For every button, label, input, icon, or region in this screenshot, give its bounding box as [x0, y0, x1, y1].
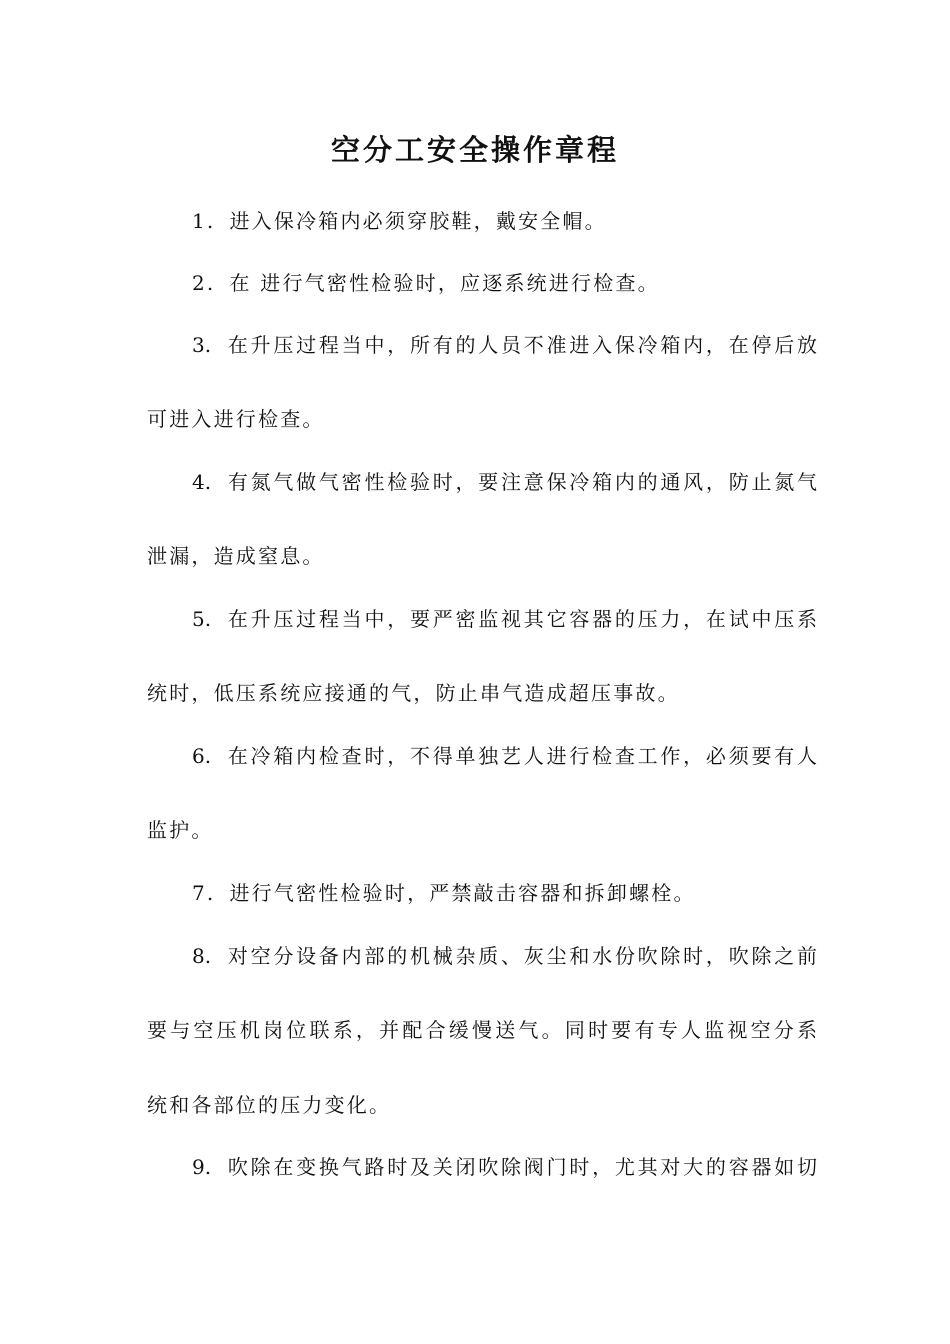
item-4-line-1 — [192, 467, 817, 497]
item-1-line-1 — [192, 206, 817, 236]
item-3-line-1 — [192, 330, 817, 360]
item-5-line-2: 统时，低压系统应接通的气，防止串气造成超压事故。 — [147, 681, 680, 705]
item-8-number: 8. — [192, 944, 212, 968]
item-9-line-1 — [192, 1152, 817, 1182]
item-6-line-2: 监护。 — [147, 818, 214, 842]
item-8-line-1 — [192, 941, 817, 971]
item-7-line-1 — [192, 878, 817, 908]
document-title: 空分工安全操作章程 — [330, 133, 619, 167]
item-7-text: 进行气密性检验时，严禁敲击容器和拆卸螺栓。 — [229, 881, 696, 905]
item-8-text-1: 对空分设备内部的机械杂质、灰尘和水份吹除时，吹除之前 — [225, 944, 817, 968]
item-5-number: 5. — [192, 607, 212, 631]
item-3-line-2: 可进入进行检查。 — [147, 407, 325, 431]
item-2-line-1 — [192, 268, 817, 298]
item-8-line-2: 要与空压机岗位联系，并配合缓慢送气。同时要有专人监视空分系 — [147, 1018, 817, 1042]
item-1-number: 1. — [192, 209, 216, 233]
item-2-number: 2. — [192, 271, 216, 295]
item-6-line-1 — [192, 741, 817, 771]
item-3-text-1: 在升压过程当中，所有的人员不准进入保冷箱内，在停后放 — [225, 333, 817, 357]
item-4-line-2: 泄漏，造成窒息。 — [147, 544, 325, 568]
item-1-text: 进入保冷箱内必须穿胶鞋，戴安全帽。 — [229, 209, 607, 233]
item-4-text-1: 有氮气做气密性检验时，要注意保冷箱内的通风，防止氮气 — [225, 470, 817, 494]
item-9-number: 9. — [192, 1155, 212, 1179]
item-4-number: 4. — [192, 470, 212, 494]
item-5-text-1: 在升压过程当中，要严密监视其它容器的压力，在试中压系 — [225, 607, 817, 631]
item-3-number: 3. — [192, 333, 212, 357]
item-8-line-3: 统和各部位的压力变化。 — [147, 1093, 392, 1117]
item-9-text-1: 吹除在变换气路时及关闭吹除阀门时，尤其对大的容器如切 — [225, 1155, 817, 1179]
item-5-line-1 — [192, 604, 817, 634]
item-2-text: 在 进行气密性检验时，应逐系统进行检查。 — [229, 271, 660, 295]
item-6-number: 6. — [192, 744, 212, 768]
item-6-text-1: 在冷箱内检查时，不得单独艺人进行检查工作，必须要有人 — [225, 744, 817, 768]
item-7-number: 7. — [192, 881, 216, 905]
